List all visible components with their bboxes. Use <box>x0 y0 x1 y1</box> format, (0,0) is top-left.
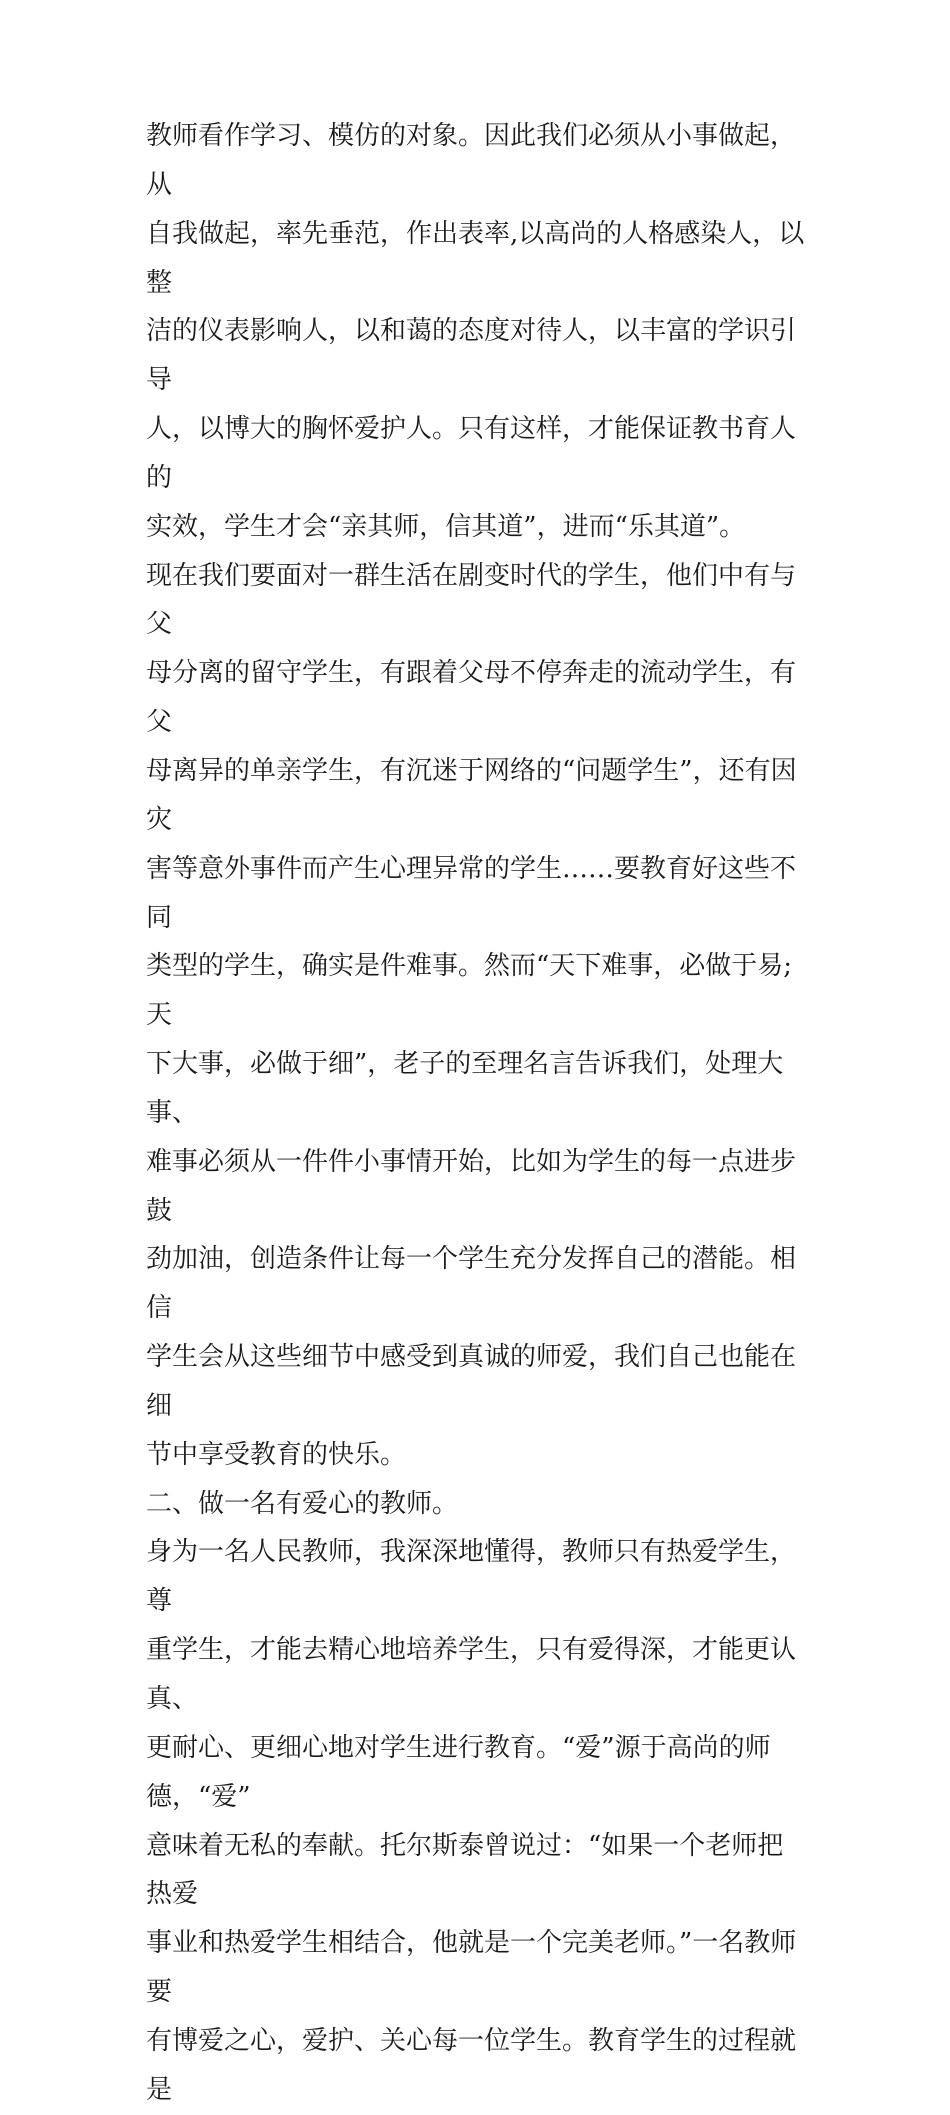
section-heading-caring-teacher: 二、做一名有爱心的教师。 <box>146 1488 459 1519</box>
document-body <box>146 112 806 2115</box>
paragraph-students-details: 现在我们要面对一群生活在剧变时代的学生，他们中有与父 母分离的留守学生，有跟着父母不停奔走的流动学生，有父 母离异的单亲学生，有沉迷于网络的“问题学生”，还有因灾 害等意外事件而产生心理异常的学生……要教育好这些不同 类型的学生，确实是件难事。然而“天下难事，必做于易;天 下大事，必做于细”，老子的至理名言告诉我们，处理大事、 难事必须从一件件小事情开始，比如为学生的每一点进步鼓 劲加油，创造条件让每一个学生充分发挥自己的潜能。相信 学生会从这些细节中感受到真诚的师爱，我们自己也能在细 节中享受教育的快乐。 <box>146 560 797 1470</box>
paragraph-love-students: 身为一名人民教师，我深深地懂得，教师只有热爱学生，尊 重学生，才能去精心地培养学生，只有爱得深，才能更认真、 更耐心、更细心地对学生进行教育。“爱”源于高尚的师德，“爱” 意味着无私的奉献。托尔斯泰曾说过：“如果一个老师把热爱 事业和热爱学生相结合，他就是一个完美老师。”一名教师要 有博爱之心，爱护、关心每一位学生。教育学生的过程就是 <box>146 1537 797 2105</box>
paragraph-role-model: 教师看作学习、模仿的对象。因此我们必须从小事做起，从 自我做起，率先垂范，作出表率,以高尚的人格感染人，以整 洁的仪表影响人，以和蔼的态度对待人，以丰富的学识引导 人，以博大的胸怀爱护人。只有这样，才能保证教书育人的 实效，学生才会“亲其师，信其道”，进而“乐其道”。 <box>146 121 805 542</box>
